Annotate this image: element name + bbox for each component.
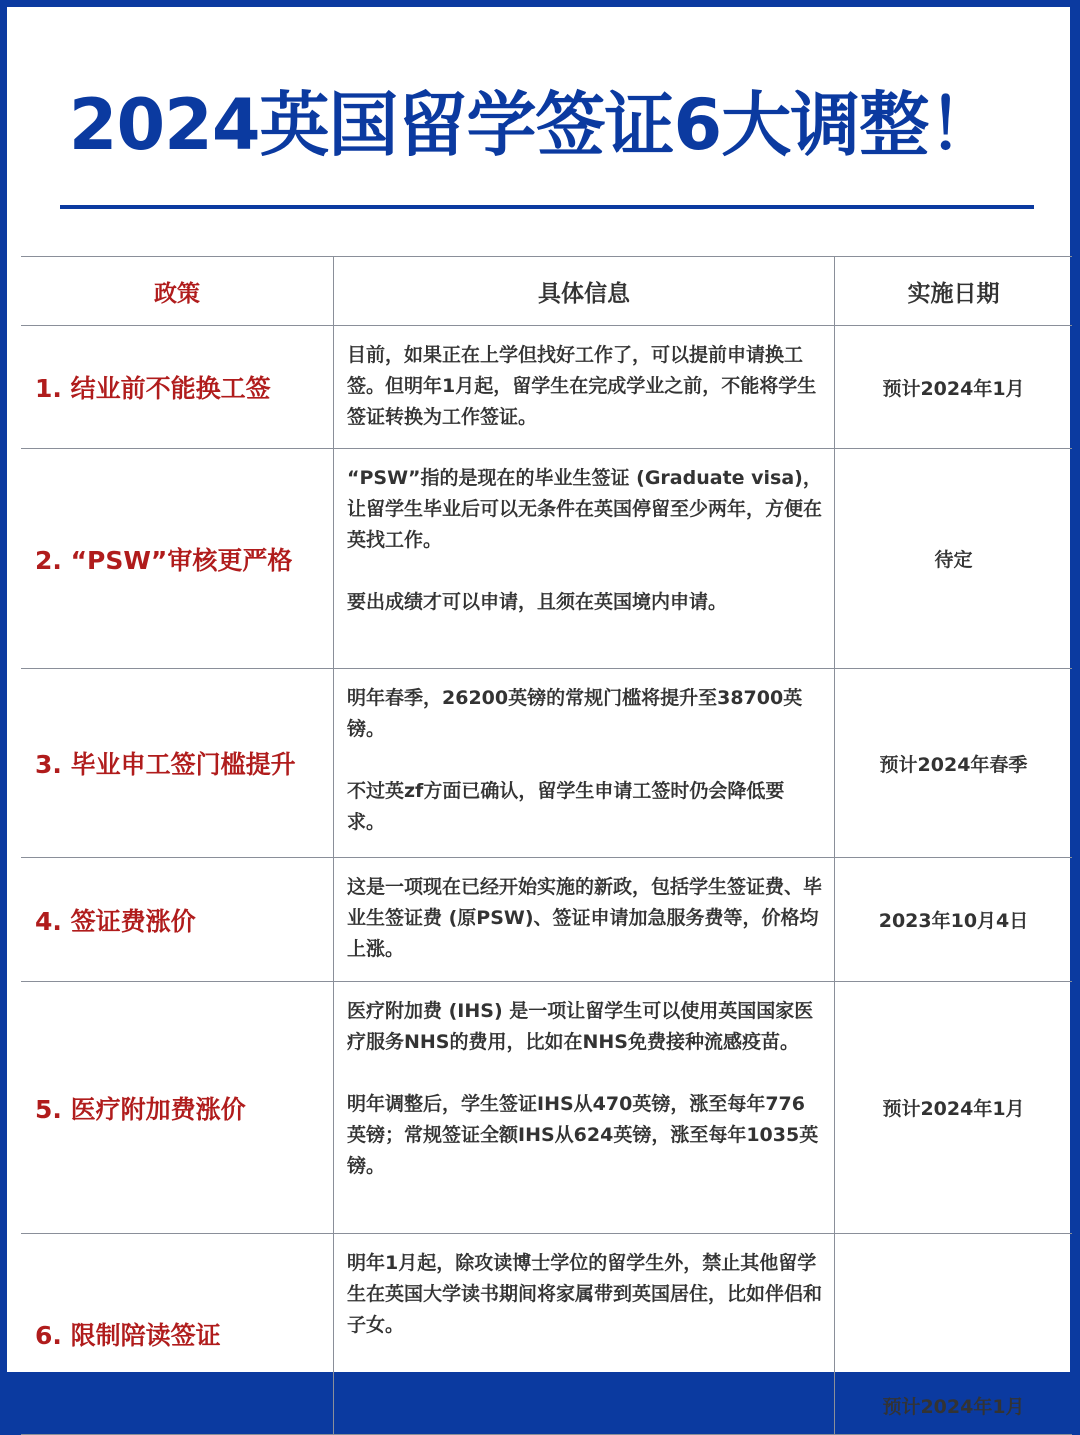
info-paragraph: 明年春季，26200英镑的常规门槛将提升至38700英镑。	[347, 687, 803, 740]
policy-name: 3. 毕业申工签门槛提升	[35, 750, 296, 779]
page-title: 2024英国留学签证6大调整！	[68, 84, 998, 166]
implementation-date: 预计2024年1月	[882, 1396, 1025, 1418]
info-paragraph: 明年1月起，除攻读博士学位的留学生外，禁止其他留学生在英国大学读书期间将家属带到英国居住，比如伴侣和子女。	[347, 1252, 823, 1336]
table-row	[21, 326, 1072, 449]
info-paragraph: 要出成绩才可以申请，且须在英国境内申请。	[347, 591, 728, 613]
info-paragraph: 目前，如果正在上学但找好工作了，可以提前申请换工签。但明年1月起，留学生在完成学业之前，不能将学生签证转换为工作签证。	[347, 344, 817, 428]
table-row	[21, 1234, 1072, 1435]
implementation-date: 预计2024年1月	[882, 1098, 1025, 1120]
header-policy: 政策	[154, 280, 200, 307]
implementation-date: 预计2024年春季	[879, 753, 1028, 776]
table-row	[21, 982, 1072, 1234]
info-paragraph: 明年调整后，学生签证IHS从470英镑，涨至每年776英镑；常规签证全额IHS从624英镑，涨至每年1035英镑。	[347, 1093, 819, 1177]
policy-name: 1. 结业前不能换工签	[35, 374, 271, 403]
page	[7, 7, 1070, 1418]
header-info: 具体信息	[538, 280, 630, 307]
table-row	[21, 669, 1072, 858]
policy-name: 4. 签证费涨价	[35, 906, 196, 936]
policy-name: 6. 限制陪读签证	[35, 1321, 221, 1350]
table-header	[21, 257, 1072, 326]
header-date: 实施日期	[907, 280, 1000, 307]
title-divider	[60, 205, 1034, 209]
info-paragraph: 医疗附加费 (IHS) 是一项让留学生可以使用英国国家医疗服务NHS的费用，比如在NHS免费接种流感疫苗。	[347, 1000, 814, 1053]
policy-name: 5. 医疗附加费涨价	[35, 1094, 246, 1124]
implementation-date: 2023年10月4日	[878, 910, 1029, 932]
policy-table	[21, 256, 1072, 1435]
table-row	[21, 858, 1072, 982]
info-paragraph: “PSW”指的是现在的毕业生签证 (Graduate visa)，让留学生毕业后可以无条件在英国停留至少两年，方便在英找工作。	[347, 467, 823, 551]
info-paragraph: 这是一项现在已经开始实施的新政，包括学生签证费、毕业生签证费 (原PSW)、签证申请加急服务费等，价格均上涨。	[347, 876, 823, 960]
implementation-date: 预计2024年1月	[882, 377, 1025, 400]
info-paragraph: 不过英zf方面已确认，留学生申请工签时仍会降低要求。	[347, 780, 785, 833]
policy-name: 2. “PSW”审核更严格	[35, 545, 293, 575]
implementation-date: 待定	[934, 549, 973, 571]
table-row	[21, 449, 1072, 669]
